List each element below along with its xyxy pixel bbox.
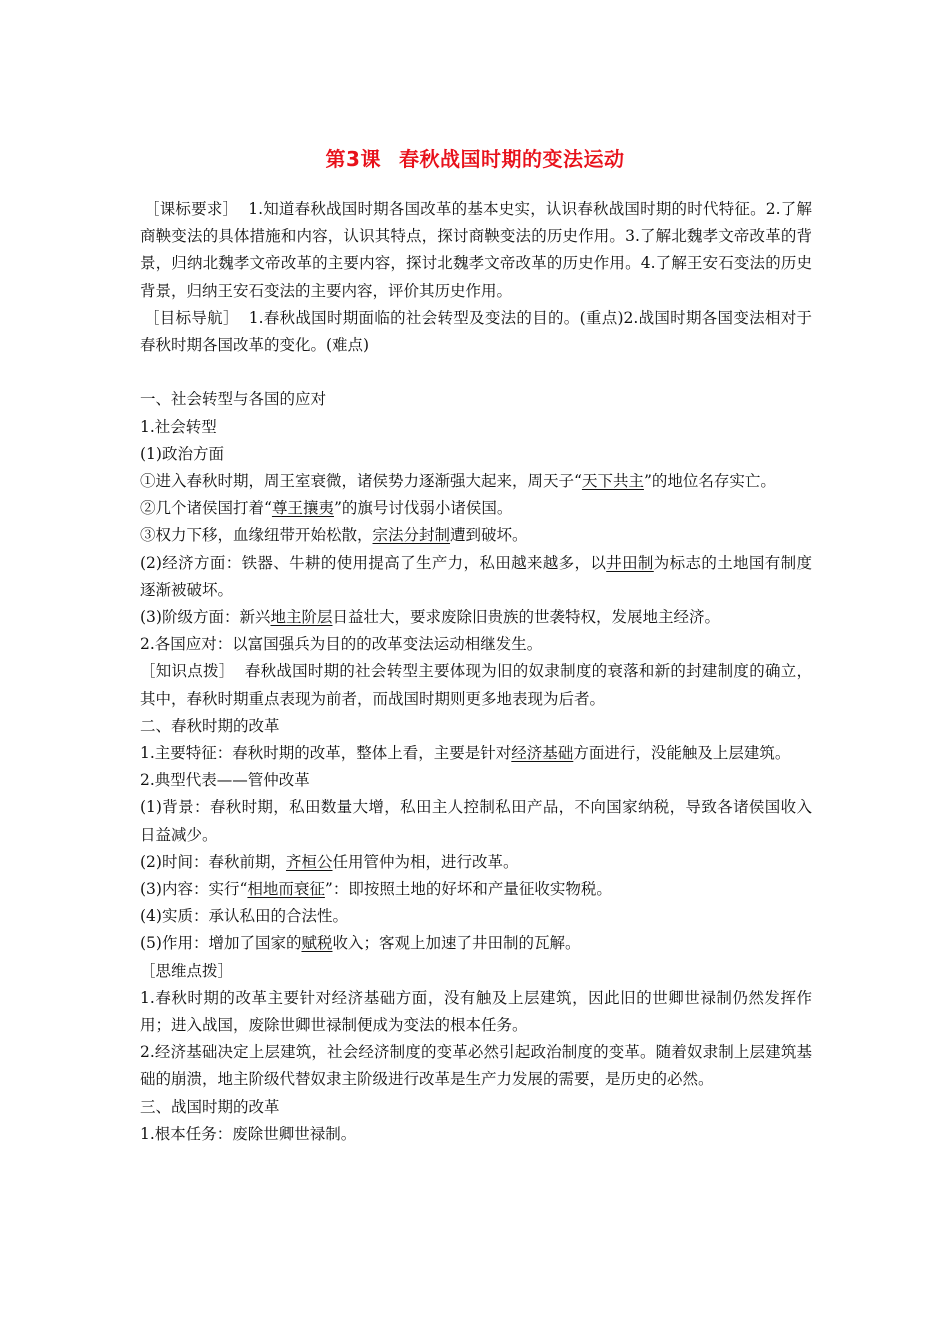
lesson-title [0, 143, 950, 172]
lesson-number: 第3课 [325, 147, 381, 171]
political-point-3: ③权力下移，血缘纽带开始松散，宗法分封制遭到破坏。 [140, 526, 528, 545]
learning-goals [140, 305, 812, 359]
reform-content: (3)内容：实行“相地而衰征”：即按照土地的好坏和产量征收实物税。 [140, 880, 612, 899]
blank-answer: 井田制 [606, 553, 654, 572]
main-features: 1.主要特征：春秋时期的改革，整体上看，主要是针对经济基础方面进行，没能触及上层建筑。 [140, 744, 791, 763]
curriculum-requirements [140, 196, 812, 305]
blank-answer: 相地而衰征 [247, 880, 325, 899]
typical-representative: 2.典型代表——管仲改革 [140, 771, 310, 790]
blank-answer: 经济基础 [511, 744, 574, 763]
fundamental-task: 1.根本任务：废除世卿世禄制。 [140, 1124, 357, 1143]
subheading-social-transition: 1.社会转型 [140, 417, 217, 436]
states-response: 2.各国应对：以富国强兵为目的的改革变法运动相继发生。 [140, 635, 543, 654]
reform-time: (2)时间：春秋前期，齐桓公任用管仲为相，进行改革。 [140, 852, 519, 871]
reform-background: (1)背景：春秋时期，私田数量大增，私田主人控制私田产品，不向国家纳税，导致各诸侯国收入日益减少。 [140, 798, 812, 844]
section-heading-1: 一、社会转型与各国的应对 [140, 390, 327, 409]
thinking-tip-label: ［思维点拨］ [140, 961, 234, 980]
thinking-tip-2: 2.经济基础决定上层建筑，社会经济制度的变革必然引起政治制度的变革。随着奴隶制上层建筑基础的崩溃，地主阶级代替奴隶主阶级进行改革是生产力发展的需要，是历史的必然。 [140, 1043, 812, 1089]
section-heading-3: 三、战国时期的改革 [140, 1097, 280, 1116]
blank-answer: 地主阶层 [270, 608, 333, 627]
goals-label: ［目标导航］ [144, 308, 239, 327]
tip-text: 春秋战国时期的社会转型主要体现为旧的奴隶制度的衰落和新的封建制度的确立，其中，春秋时期重点表现为前者，而战国时期则更多地表现为后者。 [140, 662, 812, 708]
knowledge-tip [140, 658, 812, 712]
lesson-name: 春秋战国时期的变法运动 [398, 147, 625, 171]
blank-answer: 尊王攘夷 [271, 499, 334, 518]
political-point-1: ①进入春秋时期，周王室衰微，诸侯势力逐渐强大起来，周天子“天下共主”的地位名存实亡。 [140, 472, 776, 491]
economic-aspect: (2)经济方面：铁器、牛耕的使用提高了生产力，私田越来越多，以井田制为标志的土地国有制度逐渐被破坏。 [140, 553, 812, 599]
tip-label: ［知识点拨］ [140, 662, 235, 681]
goals-text: 1.春秋战国时期面临的社会转型及变法的目的。(重点)2.战国时期各国变法相对于春秋时期各国改革的变化。(难点) [140, 308, 812, 355]
blank-answer: 宗法分封制 [372, 526, 451, 545]
blank-answer: 天下共主 [581, 472, 644, 491]
blank-answer: 赋税 [301, 934, 333, 953]
reform-effect: (5)作用：增加了国家的赋税收入；客观上加速了井田制的瓦解。 [140, 934, 581, 953]
section-heading-2: 二、春秋时期的改革 [140, 716, 280, 735]
thinking-tip-1: 1.春秋时期的改革主要针对经济基础方面，没有触及上层建筑，因此旧的世卿世禄制仍然发挥作用；进入战国，废除世卿世禄制便成为变法的根本任务。 [140, 988, 812, 1035]
curriculum-label: ［课标要求］ [144, 200, 239, 218]
document-body [140, 196, 812, 1148]
class-aspect: (3)阶级方面：新兴地主阶层日益壮大，要求废除旧贵族的世袭特权，发展地主经济。 [140, 608, 720, 627]
reform-essence: (4)实质：承认私田的合法性。 [140, 907, 348, 926]
curriculum-text: 1.知道春秋战国时期各国改革的基本史实，认识春秋战国时期的时代特征。2.了解商鞅变法的具体措施和内容，认识其特点，探讨商鞅变法的历史作用。3.了解北魏孝文帝改革的背景，归纳北魏孝文帝改革的主要内容，探讨北魏孝文帝改革的历史作用。4.了解王安石变法的历史背景，归纳王安石变法的主要内容，评价其历史作用。 [140, 200, 812, 300]
blank-answer: 齐桓公 [285, 852, 333, 871]
subheading-political: (1)政治方面 [140, 444, 224, 463]
political-point-2: ②几个诸侯国打着“尊王攘夷”的旗号讨伐弱小诸侯国。 [140, 499, 513, 518]
